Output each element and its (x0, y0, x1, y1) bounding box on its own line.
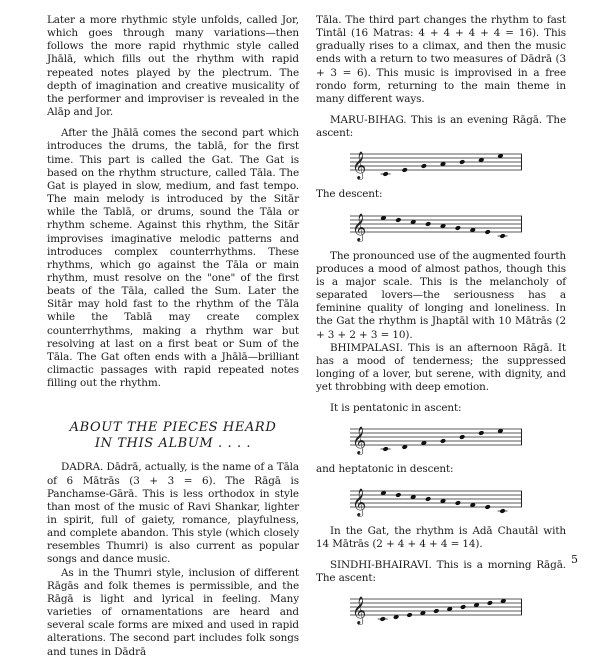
note-head (459, 435, 465, 441)
paragraph-bhimpalasi: BHIMPALASI. This is an afternoon Rāgā. It has a mood of tenderness; the suppressed longing of a lover, but serene, with dignity, and yet throbbing with deep emotion. (316, 341, 566, 394)
note-head (455, 500, 461, 506)
sindhi-bhairavi-ascent-staff (350, 591, 522, 627)
note-head (382, 172, 388, 178)
paragraph-jor-jhala: Later a more rhythmic style unfolds, called Jor, which goes through many variations—then follows the more rapid rhythmic style called Jhālā, which fills out the rhythm with rapid repeated notes played by the plectrum. The depth of imagination and creative musicality of the performer and improviser is revealed in the Alāp and Jor. (47, 14, 299, 119)
maru-bihag-descent-staff (350, 208, 522, 244)
section-heading (47, 420, 299, 452)
treble-clef-icon: 𝄞 (352, 212, 367, 241)
note-head (406, 612, 412, 618)
right-column (316, 14, 566, 627)
paragraph-gat: After the Jhālā comes the second part which introduces the drums, the tablā, for the first time. This part is called the Gat. The Gat is based on the rhythm structure, called Tāla. The Gat is played in slow, medium, and fast tempo. The main melody is introduced by the Sitār while the Tablā, or drums, sound the Tāla or rhythm scheme. Against this rhythm, the Sitār improvises imaginative melodic patterns and introduces complex counterrhythms. These rhythms, which go against the Tāla or main rhythm, must resolve on the "one" of the first beats of the Tāla, called the Sum. Later the Sitār may hold fast to the rhythm of the Tāla while the Tablā may create complex counterrhythms, making a rhythm war but resolving at last on a first beat or Sum of the Tāla. The Gat often ends with a Jhālā—brilliant climactic passages with rapid repeated notes filling out the rhythm. (47, 127, 299, 390)
note-head (433, 608, 439, 614)
descent-label: The descent: (316, 188, 383, 201)
heptatonic-label: and heptatonic in descent: (316, 463, 454, 476)
paragraph-sindhi-bhairavi: SINDHI-BHAIRAVI. This is a morning Rāgā. The ascent: (316, 558, 566, 585)
note-head (425, 496, 431, 502)
note-head (484, 504, 490, 510)
note-head (401, 168, 407, 174)
note-head (382, 447, 388, 453)
note-head (499, 508, 505, 514)
note-head (459, 160, 465, 166)
paragraph-tintal: Tāla. The third part changes the rhythm to fast Tintāl (16 Matras: 4 + 4 + 4 + 4 = 16). This gradually rises to a climax, and then the music ends with a return to two measures of Dādrā (3 + 3 = 6). This music is improvised in a free rondo form, returning to the main theme in many different ways. (316, 14, 566, 105)
treble-clef-icon: 𝄞 (352, 151, 367, 180)
treble-clef-icon: 𝄞 (352, 487, 367, 516)
section-heading-line-2: IN THIS ALBUM . . . . (94, 436, 252, 452)
note-head (484, 229, 490, 235)
treble-clef-icon: 𝄞 (352, 596, 367, 625)
note-head (421, 164, 427, 170)
note-head (478, 431, 484, 437)
note-head (425, 221, 431, 227)
paragraph-ada-chautal: In the Gat, the rhythm is Adā Chautāl with 14 Mātrās (2 + 4 + 4 + 4 = 14). (316, 524, 566, 550)
maru-bihag-intro: MARU-BIHAG. This is an evening Rāgā. The ascent: (316, 114, 566, 140)
maru-bihag-ascent-staff (350, 146, 522, 182)
paragraph-dadra: DADRA. Dādrā, actually, is the name of a Tāla of 6 Mātrās (3 + 3 = 6). The Rāgā is Panchamse-Gārā. This is less orthodox in style than most of the music of Ravi Shankar, lighter in spirit, full of gaiety, romance, playfulness, and complete abandon. This style (which closely resembles Thumri) is also current as popular songs and dance music. (47, 461, 299, 566)
note-head (487, 600, 493, 606)
paragraph-augmented-fourth: The pronounced use of the augmented fourth produces a mood of almost pathos, though this is a major scale. This is the melancholy of separated lovers—the seriousness has a feminine quality of longing and loneliness. In the Gat the rhythm is Jhaptāl with 10 Mātrās (2 + 3 + 2 + 3 = 10). (316, 249, 566, 341)
note-head (460, 604, 466, 610)
section-heading-line-1: ABOUT THE PIECES HEARD (69, 420, 277, 436)
left-column (47, 14, 299, 659)
bhimpalasi-ascent-staff (350, 421, 522, 457)
treble-clef-icon: 𝄞 (352, 426, 367, 455)
note-head (379, 616, 385, 622)
note-head (395, 217, 401, 223)
paragraph-thumri: As in the Thumri style, inclusion of different Rāgās and folk themes is permissible, and the Rāgā is light and lyrical in feeling. Many varieties of ornamentations are heard and several scale forms are mixed and used in rapid alterations. The second part includes folk songs and tunes in Dādrā (47, 566, 299, 658)
page-number: 5 (571, 553, 578, 566)
note-head (455, 225, 461, 231)
bhimpalasi-descent-staff (350, 483, 522, 519)
note-head (499, 233, 505, 239)
note-head (440, 439, 446, 445)
pentatonic-label: It is pentatonic in ascent: (330, 402, 462, 415)
note-head (395, 492, 401, 498)
